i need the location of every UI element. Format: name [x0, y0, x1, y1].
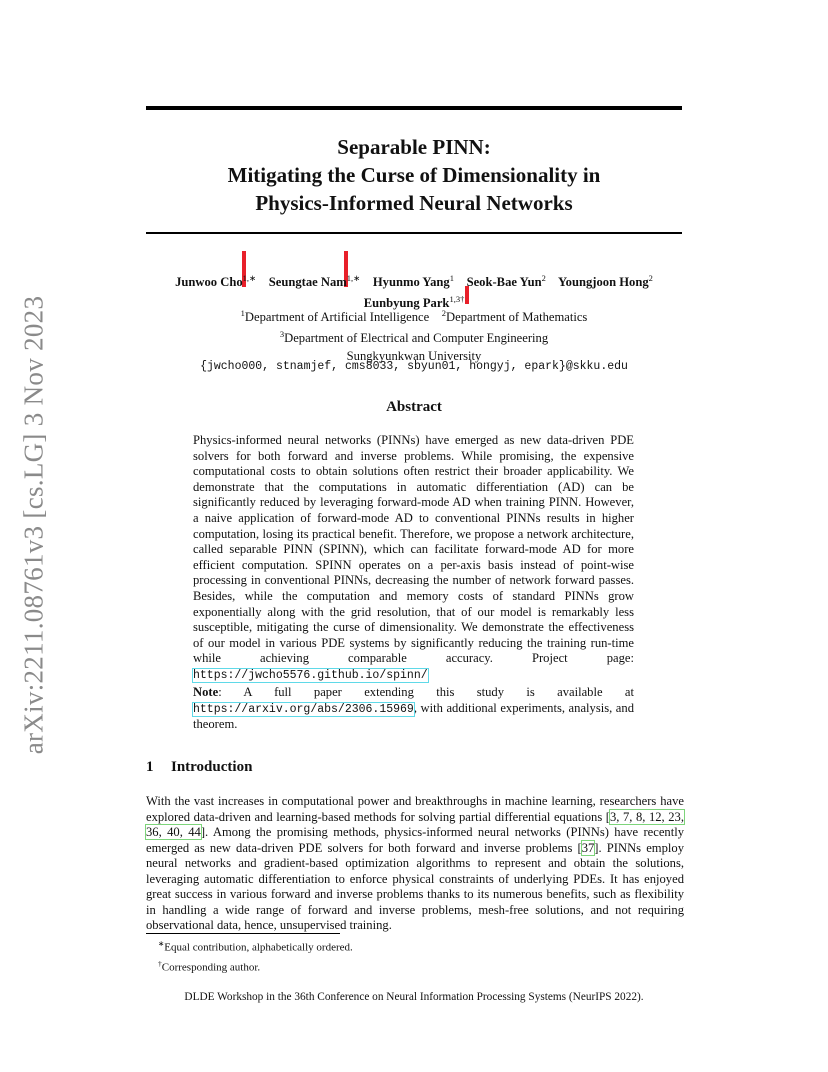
paper-title — [146, 133, 682, 217]
citation-link[interactable]: 37 — [581, 840, 595, 855]
full-paper-link[interactable]: https://arxiv.org/abs/2306.15969 — [193, 702, 414, 716]
workshop-footer: DLDE Workshop in the 36th Conference on Neural Information Processing Systems (NeurIPS 2022). — [184, 991, 644, 1003]
note-text: : A full paper extending this study is available at — [218, 685, 634, 699]
affil-sup: 3 — [279, 329, 285, 340]
section-number: 1 — [146, 759, 154, 775]
arxiv-sidebar — [12, 290, 56, 760]
title-bottom-rule — [146, 232, 682, 234]
title-top-rule — [146, 106, 682, 110]
project-page-link[interactable]: https://jwcho5576.github.io/spinn/ — [193, 668, 428, 682]
author-line-1 — [146, 270, 682, 291]
author-sup: 1,∗ — [346, 273, 361, 283]
affiliation: Department of Artificial Intelligence — [244, 310, 430, 325]
introduction-paragraph — [146, 794, 684, 934]
footnote — [158, 956, 353, 976]
footnote-text: Equal contribution, alphabetically ordered. — [164, 941, 353, 954]
university: Sungkyunkwan University — [346, 349, 482, 364]
abstract-body — [193, 433, 634, 684]
intro-text: ]. Among the promising methods, physics-informed neural networks (PINNs) have recently emerged as new data-driven PDE solvers for both forward and inverse problems [ — [146, 825, 685, 855]
title-line-1: Separable PINN: — [337, 135, 491, 159]
footnote — [158, 936, 353, 956]
abstract-heading: Abstract — [386, 399, 442, 415]
author-name: Junwoo Cho — [175, 275, 243, 290]
note-paragraph — [193, 685, 634, 733]
footnote-symbol: ∗ — [158, 939, 165, 948]
affiliation-line-1 — [146, 305, 682, 326]
title-line-2: Mitigating the Curse of Dimensionality in — [227, 163, 601, 187]
footnote-text: Corresponding author. — [161, 961, 261, 974]
intro-text: With the vast increases in computational power and breakthroughs in machine learning, researchers have explored data-driven and learning-based methods for solving partial differential equations [ — [146, 794, 684, 824]
author-sup: 2 — [648, 273, 653, 283]
affiliation: Department of Mathematics — [446, 310, 588, 325]
note-text-after: , with additional experiments, analysis, and theorem. — [193, 700, 634, 732]
affiliations — [146, 305, 682, 365]
section-title: Introduction — [171, 759, 253, 775]
author-name: Seungtae Nam — [268, 275, 347, 290]
author-name: Eunbyung Park — [363, 296, 450, 311]
note-label: Note — [193, 685, 219, 699]
author-emails: {jwcho000, stnamjef, cms8033, sbyun01, hongyj, epark}@skku.edu — [200, 360, 628, 373]
author-name: Youngjoon Hong — [557, 275, 649, 290]
footnotes — [158, 936, 353, 975]
author-sup: 1,∗ — [242, 273, 257, 283]
title-line-3: Physics-Informed Neural Networks — [255, 191, 573, 215]
footnote-symbol: † — [158, 958, 162, 968]
affiliation: Department of Electrical and Computer Engineering — [284, 331, 549, 346]
affil-sup: 2 — [441, 308, 447, 318]
citation-link[interactable]: 3, 7, 8, 12, 23, 36, 40, 44 — [146, 809, 684, 839]
footnote-rule — [146, 933, 340, 934]
affiliation-line-2 — [146, 326, 682, 347]
abstract-text: Physics-informed neural networks (PINNs) have emerged as new data-driven PDE solvers for both forward and inverse problems. While promising, the expensive computational costs to obtain solutions often restrict their broader applicability. We demonstrate that the computations in automatic differentiation (AD) can be significantly reduced by leveraging forward-mode AD when training PINN. However, a naive application of forward-mode AD to conventional PINNs results in higher computation, losing its practical benefit. Therefore, we propose a network architecture, called separable PINN (SPINN), which can facilitate forward-mode AD for more efficient computation. SPINN operates on a per-axis basis instead of point-wise processing in conventional PINNs, decreasing the number of network forward passes. Besides, while the computation and memory costs of standard PINNs grow exponentially along with the grid resolution, that of our model is remarkably less susceptible, mitigating the curse of dimensionality. We demonstrate the effectiveness of our model in various PDE systems by significantly reducing the training run-time while achieving comparable accuracy. Project page: — [193, 433, 634, 666]
arxiv-id: arXiv:2211.08761v3 [cs.LG] 3 Nov 2023 — [18, 295, 49, 755]
author-name: Hyunmo Yang — [372, 275, 450, 290]
author-sup: 2 — [541, 273, 546, 283]
author-name: Seok-Bae Yun — [466, 275, 542, 290]
affil-sup: 1 — [240, 308, 245, 318]
author-sup: 1,3† — [449, 294, 465, 305]
intro-text: ]. PINNs employ neural networks and gradient-based optimization algorithms to represent and obtain the solutions, leveraging automatic differentiation to enforce physical constraints of underlying PDEs. It has enjoyed great success in various forward and inverse problems thanks to its numerous benefits, such as flexibility in handling a wide range of forward and inverse problems, mesh-free solutions, and not requiring observational data, hence, unsupervised training. — [146, 840, 684, 932]
section-heading — [146, 759, 252, 776]
author-sup: 1 — [449, 273, 454, 283]
